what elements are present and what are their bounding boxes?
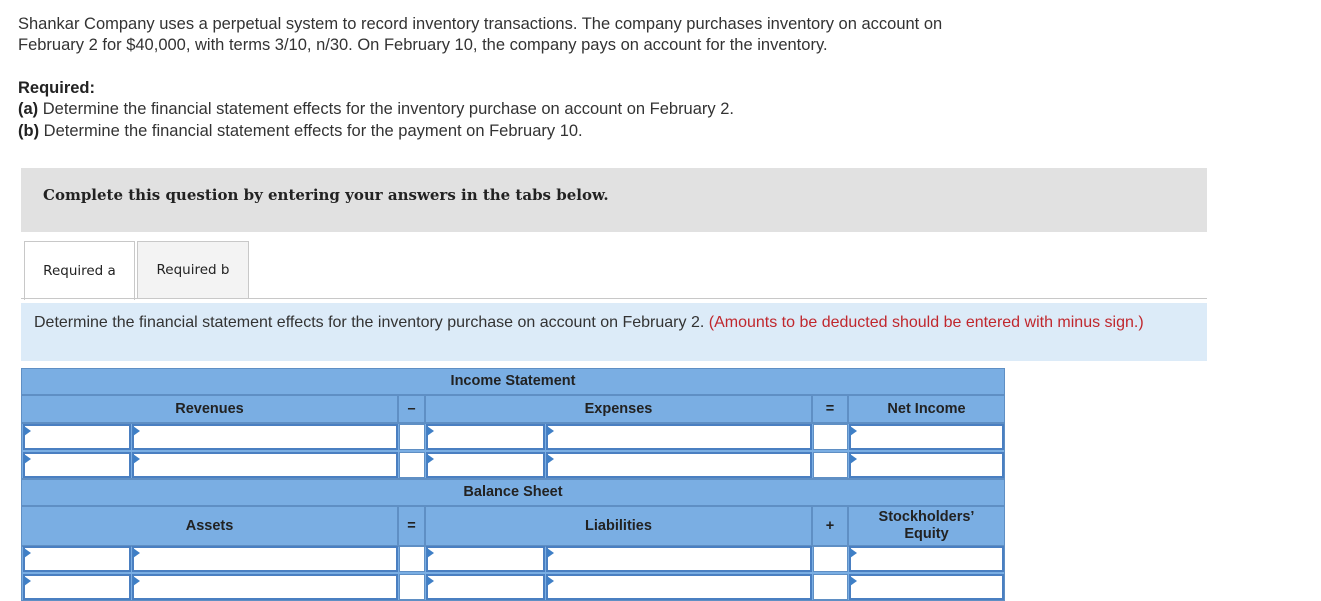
required-a	[18, 99, 734, 120]
bs-r1-liabilities-account-input[interactable]	[428, 548, 543, 570]
is-r2-revenues-account-input[interactable]	[25, 454, 129, 476]
question-line-2: February 2 for $40,000, with terms 3/10, n/30. On February 10, the company pays on account for the inventory.	[18, 36, 828, 54]
dropdown-arrow-icon	[547, 454, 554, 464]
bs-r1-assets-amount[interactable]	[132, 546, 398, 572]
tab-required-b[interactable]: Required b	[137, 241, 249, 298]
dropdown-arrow-icon	[427, 454, 434, 464]
plus-operator: +	[812, 506, 848, 546]
bs-r2-liabilities-amount-input[interactable]	[548, 576, 810, 598]
bs-r1-assets-account[interactable]	[23, 546, 131, 572]
instruction-main: Determine the financial statement effects for the inventory purchase on account on February 2.	[34, 314, 709, 331]
required-b-label: (b)	[18, 122, 40, 140]
is-r1-revenues-amount[interactable]	[132, 424, 398, 450]
tab-divider	[21, 298, 1207, 299]
is-r1-expenses-account[interactable]	[426, 424, 545, 450]
is-r2-revenues-account[interactable]	[23, 452, 131, 478]
income-statement-title: Income Statement	[21, 368, 1005, 395]
dropdown-arrow-icon	[547, 576, 554, 586]
bs-r2-liabilities-account-input[interactable]	[428, 576, 543, 598]
is-r1-revenues-account-input[interactable]	[25, 426, 129, 448]
dropdown-arrow-icon	[427, 548, 434, 558]
bs-r2-plus-cell	[813, 574, 848, 600]
is-r2-net-income-input[interactable]	[851, 454, 1002, 476]
bs-r2-equals-cell	[399, 574, 425, 600]
is-r2-expenses-amount[interactable]	[546, 452, 812, 478]
bs-r1-equals-cell	[399, 546, 425, 572]
dropdown-arrow-icon	[427, 426, 434, 436]
is-r2-revenues-amount[interactable]	[132, 452, 398, 478]
question-text	[18, 14, 1118, 56]
dropdown-arrow-icon	[24, 548, 31, 558]
dropdown-arrow-icon	[24, 454, 31, 464]
dropdown-arrow-icon	[133, 426, 140, 436]
required-a-text: Determine the financial statement effects for the inventory purchase on account on February 2.	[38, 100, 734, 118]
dropdown-arrow-icon	[133, 576, 140, 586]
is-r1-expenses-account-input[interactable]	[428, 426, 543, 448]
bs-r1-assets-account-input[interactable]	[25, 548, 129, 570]
minus-operator: –	[398, 395, 425, 423]
is-r1-expenses-amount[interactable]	[546, 424, 812, 450]
dropdown-arrow-icon	[850, 548, 857, 558]
is-r2-net-income[interactable]	[849, 452, 1004, 478]
is-r2-expenses-amount-input[interactable]	[548, 454, 810, 476]
bs-r2-assets-amount-input[interactable]	[134, 576, 396, 598]
expenses-header: Expenses	[425, 395, 812, 423]
is-r2-equals-cell	[813, 452, 848, 478]
bs-r2-liabilities-amount[interactable]	[546, 574, 812, 600]
required-b	[18, 121, 583, 142]
banner-text: Complete this question by entering your answers in the tabs below.	[43, 186, 609, 204]
required-heading: Required:	[18, 79, 96, 97]
dropdown-arrow-icon	[24, 576, 31, 586]
is-r2-minus-cell	[399, 452, 425, 478]
is-r2-expenses-account-input[interactable]	[428, 454, 543, 476]
dropdown-arrow-icon	[427, 576, 434, 586]
bs-r2-equity-input[interactable]	[851, 576, 1002, 598]
is-r2-expenses-account[interactable]	[426, 452, 545, 478]
bs-r1-liabilities-amount-input[interactable]	[548, 548, 810, 570]
dropdown-arrow-icon	[547, 548, 554, 558]
dropdown-arrow-icon	[850, 426, 857, 436]
instruction-note: (Amounts to be deducted should be entered with minus sign.)	[708, 314, 1144, 331]
bs-r2-liabilities-account[interactable]	[426, 574, 545, 600]
bs-r1-equity-input[interactable]	[851, 548, 1002, 570]
is-r1-net-income-input[interactable]	[851, 426, 1002, 448]
is-r2-revenues-amount-input[interactable]	[134, 454, 396, 476]
bs-r1-assets-amount-input[interactable]	[134, 548, 396, 570]
is-r1-revenues-amount-input[interactable]	[134, 426, 396, 448]
dropdown-arrow-icon	[850, 454, 857, 464]
question-line-1: Shankar Company uses a perpetual system to record inventory transactions. The company purchases inventory on account on	[18, 15, 943, 33]
is-r1-revenues-account[interactable]	[23, 424, 131, 450]
bs-r2-equity[interactable]	[849, 574, 1004, 600]
required-b-text: Determine the financial statement effects for the payment on February 10.	[39, 122, 583, 140]
net-income-header: Net Income	[848, 395, 1005, 423]
bs-r1-liabilities-account[interactable]	[426, 546, 545, 572]
dropdown-arrow-icon	[133, 454, 140, 464]
bs-r1-plus-cell	[813, 546, 848, 572]
instructions-banner	[21, 168, 1207, 232]
dropdown-arrow-icon	[133, 548, 140, 558]
required-a-label: (a)	[18, 100, 39, 118]
instruction-box	[21, 303, 1207, 361]
dropdown-arrow-icon	[850, 576, 857, 586]
bs-r1-equity[interactable]	[849, 546, 1004, 572]
is-r1-net-income[interactable]	[849, 424, 1004, 450]
effects-table	[21, 368, 1005, 601]
bs-r2-assets-account[interactable]	[23, 574, 131, 600]
is-r1-expenses-amount-input[interactable]	[548, 426, 810, 448]
equals-operator-is: =	[812, 395, 848, 423]
bs-r2-assets-amount[interactable]	[132, 574, 398, 600]
dropdown-arrow-icon	[24, 426, 31, 436]
balance-sheet-title: Balance Sheet	[21, 479, 1005, 506]
is-r1-equals-cell	[813, 424, 848, 450]
tab-required-a[interactable]: Required a	[24, 241, 135, 300]
revenues-header: Revenues	[21, 395, 398, 423]
dropdown-arrow-icon	[547, 426, 554, 436]
equals-operator-bs: =	[398, 506, 425, 546]
instruction-text	[34, 313, 1194, 332]
is-r1-minus-cell	[399, 424, 425, 450]
assets-header: Assets	[21, 506, 398, 546]
stockholders-equity-header: Stockholders’ Equity	[848, 506, 1005, 546]
liabilities-header: Liabilities	[425, 506, 812, 546]
bs-r1-liabilities-amount[interactable]	[546, 546, 812, 572]
bs-r2-assets-account-input[interactable]	[25, 576, 129, 598]
